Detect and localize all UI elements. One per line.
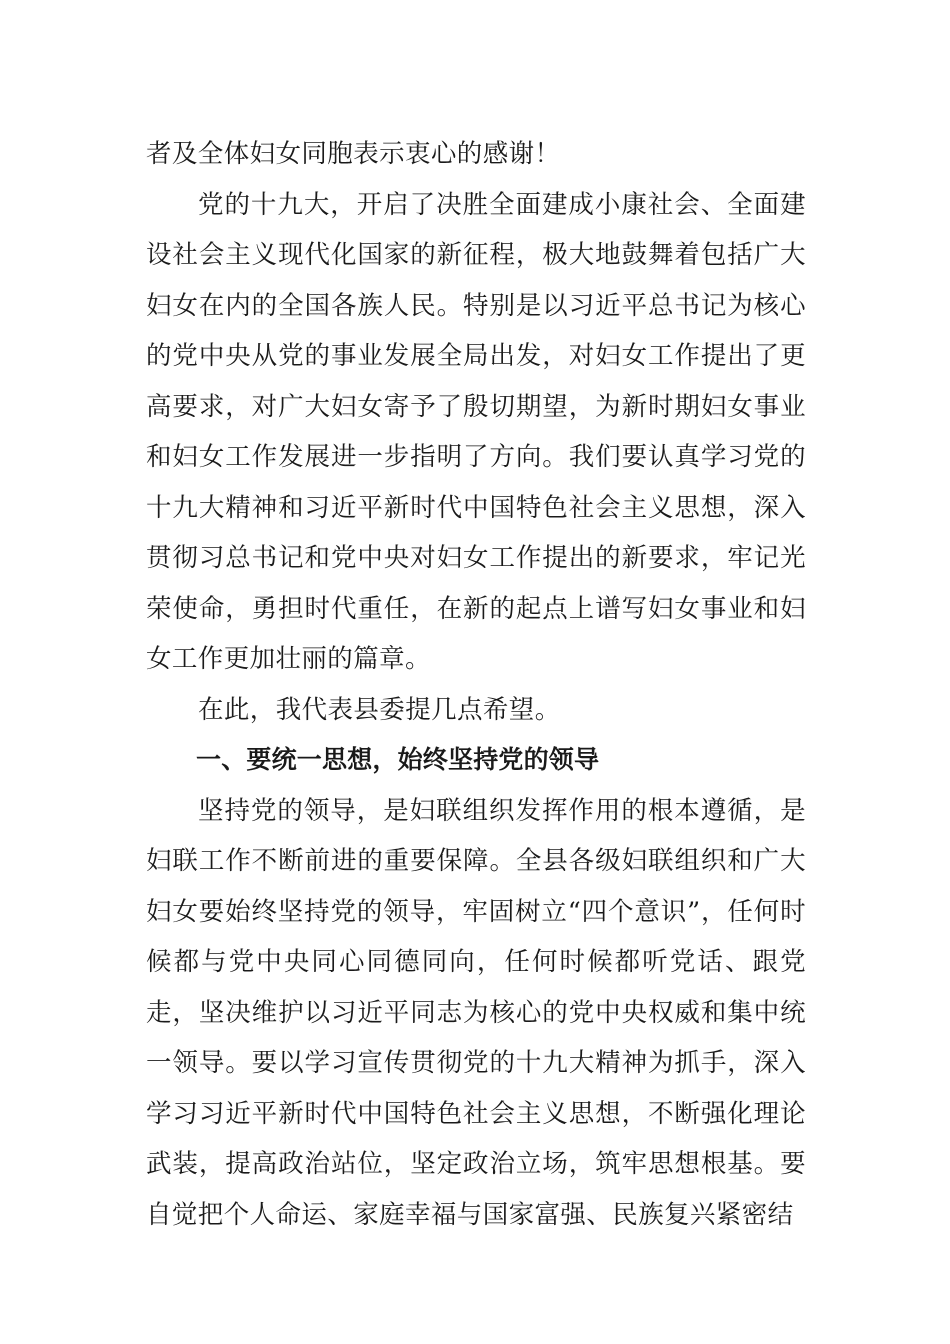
section-heading-1: 一、要统一思想，始终坚持党的领导 [196,745,600,774]
paragraph-hopes-intro: 在此，我代表县委提几点希望。 [198,694,561,725]
paragraph-party-leadership: 坚持党的领导，是妇联组织发挥作用的根本遵循，是妇联工作不断前进的重要保障。全县各级妇联组织和广大妇女要始终坚持党的领导，牢固树立“四个意识”，任何时候都与党中央同心同德同向，任何时候都听党话、跟党走，坚决维护以习近平同志为核心的党中央权威和集中统一领导。要以学习宣传贯彻党的十九大精神为抓手，深入学习习近平新时代中国特色社会主义思想，不断强化理论武装，提高政治站位，坚定政治立场，筑牢思想根基。要自觉把个人命运、家庭幸福与国家富强、民族复兴紧密结 [146,795,806,1230]
paragraph-continued: 者及全体妇女同胞表示衷心的感谢！ [146,139,561,169]
paragraph-party-congress: 党的十九大，开启了决胜全面建成小康社会、全面建设社会主义现代化国家的新征程，极大地鼓舞着包括广大妇女在内的全国各族人民。特别是以习近平总书记为核心的党中央从党的事业发展全局出发，对妇女工作提出了更高要求，对广大妇女寄予了殷切期望，为新时期妇女事业和妇女工作发展进一步指明了方向。我们要认真学习党的十九大精神和习近平新时代中国特色社会主义思想，深入贯彻习总书记和党中央对妇女工作提出的新要求，牢记光荣使命，勇担时代重任，在新的起点上谱写妇女事业和妇女工作更加壮丽的篇章。 [146,189,806,674]
document-body [146,129,806,1240]
